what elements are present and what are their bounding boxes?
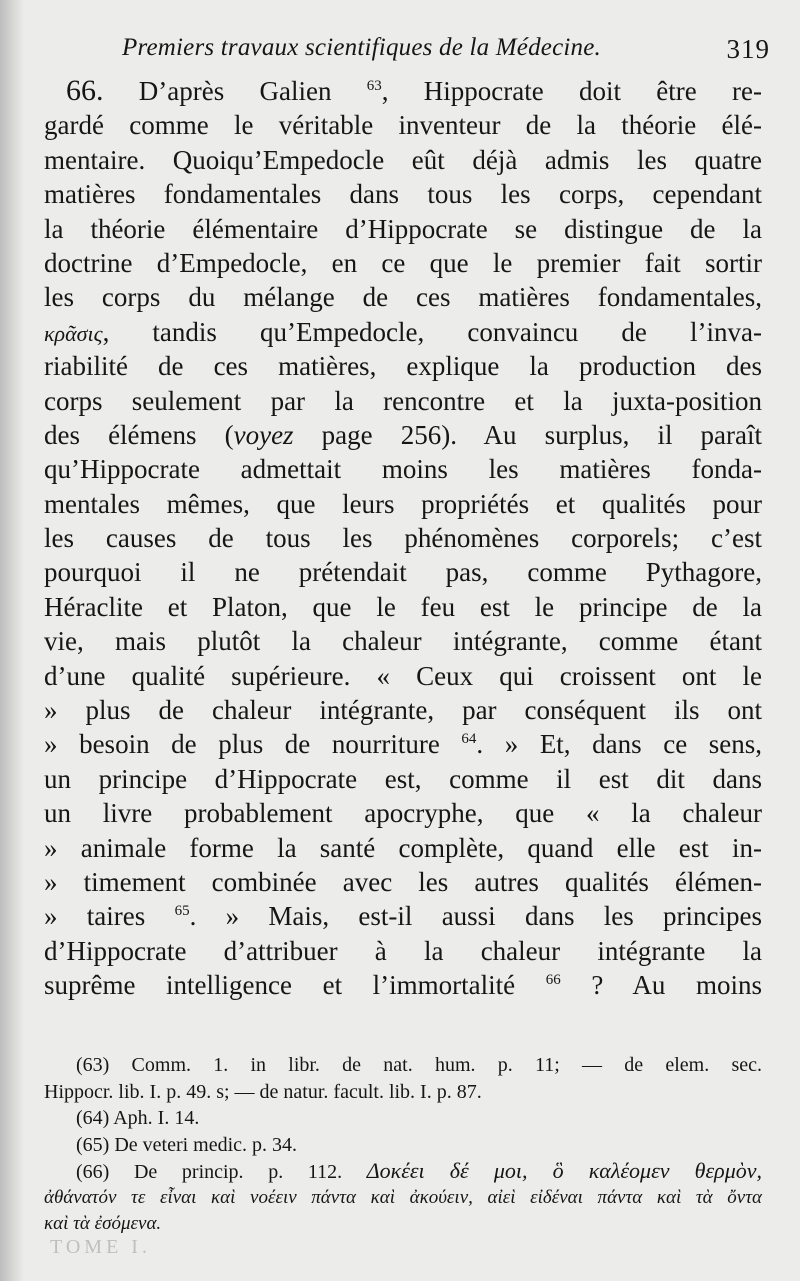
text-line [44,74,762,108]
text-segment: page 256). Au surplus, il paraît [321,419,762,450]
footnote-ref: 65 [174,903,190,920]
text-line: mentales mêmes, que leurs propriétés et qualités pour [44,488,762,519]
footnote-66 [44,1158,762,1185]
text-line: d’Hippocrate d’attribuer à la chaleur intégrante la [44,935,762,966]
text-segment: , Hippocrate doit être re- [381,76,762,106]
main-paragraph [44,74,762,1003]
text-line: riabilité de ces matières, explique la production des [44,351,762,382]
text-line: Héraclite et Platon, que le feu est le principe de la [44,591,762,622]
signature-mark: TOME I. [50,1236,151,1258]
text-line: un principe d’Hippocrate est, comme il est dit dans [44,763,762,794]
text-line: » plus de chaleur intégrante, par conséquent ils ont [44,695,762,726]
text-line [44,899,762,933]
text-line: d’une qualité supérieure. « Ceux qui croissent ont le [44,660,762,691]
footnote-ref: 66 [545,972,561,989]
text-line: gardé comme le véritable inventeur de la théorie élé- [44,110,762,141]
text-line [44,968,762,1002]
text-line: mentaire. Quoiqu’Empedocle eût déjà admis les quatre [44,144,762,175]
text-segment: (66) De princip. p. 112. [76,1161,343,1183]
greek-word: κρᾶσις [44,320,103,346]
text-line: doctrine d’Empedocle, en ce que le premier fait sortir [44,247,762,278]
text-segment: » besoin de plus de nourriture [44,729,440,760]
greek-quote: Δοκέει δέ μοι, ὃ καλέομεν θερμὸν, [366,1158,762,1183]
footnote-66-greek: ἀθάνατόν τε εἶναι καὶ νοέειν πάντα καὶ ἀκούειν, αἰεὶ εἰδέναι πάντα καὶ τὰ ὄντα [44,1186,762,1208]
text-line: qu’Hippocrate admettait moins les matières fonda- [44,454,762,485]
text-segment: . » Et, dans ce sens, [476,729,762,760]
text-segment: ? Au moins [591,970,763,1001]
text-line [44,418,762,452]
page-number: 319 [726,34,770,64]
footnote-65: (65) De veteri medic. p. 34. [76,1133,298,1156]
text-segment: , tandis qu’Empedocle, convaincu de l’inva- [102,316,762,347]
footnote-66-greek-end: καὶ τὰ ἐσόμενα. [44,1213,162,1234]
text-line: matières fondamentales dans tous les corps, cependant [44,179,762,210]
text-line: un livre probablement apocryphe, que « la chaleur [44,798,762,829]
footnote-ref: 63 [366,78,382,94]
footnotes [44,1052,762,1238]
text-line: les corps du mélange de ces matières fondamentales, [44,282,762,313]
running-title: Premiers travaux scientifiques de la Médecine. [122,34,601,61]
text-line: pourquoi il ne prétendait pas, comme Pythagore, [44,557,762,588]
text-segment: suprême intelligence et l’immortalité [44,970,516,1001]
italic-word: voyez [233,419,294,450]
text-line [44,315,762,349]
text-line: la théorie élémentaire d’Hippocrate se distingue de la [44,213,762,244]
footnote-63: (63) Comm. 1. in libr. de nat. hum. p. 11; — de elem. sec. [76,1054,762,1076]
text-line: » animale forme la santé complète, quand elle est in- [44,832,762,863]
text-line: les causes de tous les phénomènes corporels; c’est [44,523,762,554]
footnote-63-continued: Hippocr. lib. I. p. 49. s; — de natur. facult. lib. I. p. 87. [44,1080,482,1103]
text-line [44,727,762,761]
text-line: vie, mais plutôt la chaleur intégrante, comme étant [44,626,762,657]
footnote-64: (64) Aph. I. 14. [76,1107,200,1129]
paragraph-number: 66. [66,74,104,107]
text-segment: des élémens ( [44,419,234,450]
text-segment: » taires [44,901,146,932]
page-header [110,34,770,74]
text-segment: D’après Galien [138,76,332,106]
text-line: » timement combinée avec les autres qualités élémen- [44,866,762,897]
text-line: corps seulement par la rencontre et la juxta-position [44,385,762,416]
footnote-ref: 64 [461,731,477,748]
text-segment: . » Mais, est-il aussi dans les principes [189,901,762,932]
